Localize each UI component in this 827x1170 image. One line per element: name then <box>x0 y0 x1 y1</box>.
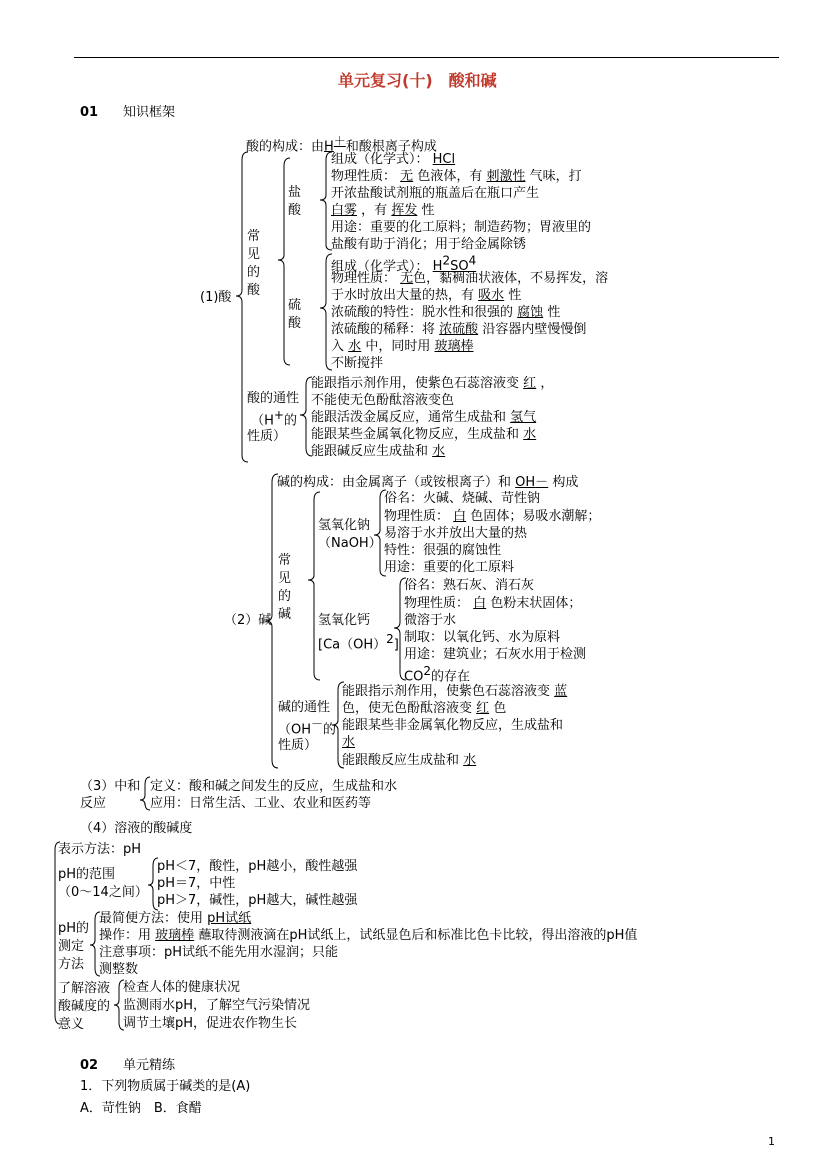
caoh-4: 制取：以氧化钙、水为原料 <box>404 630 561 645</box>
caoh-3: 微溶于水 <box>404 613 457 628</box>
acid-general-3: 能跟活泼金属反应，通常生成盐和 氢气 <box>311 410 537 425</box>
acid-general-5: 能跟碱反应生成盐和 水 <box>311 444 446 459</box>
hcl-use2: 盐酸有助于消化；用于给金属除锈 <box>331 237 527 252</box>
h2so4-physical: 物理性质： 无色，黏稠油状液体，不易挥发，溶 <box>331 271 609 286</box>
ph-range-neutral: pH＝7，中性 <box>157 876 236 891</box>
hcl-line4: 白雾 ，有 挥发 性 <box>331 203 435 218</box>
acid-general-1: 能跟指示剂作用，使紫色石蕊溶液变 红 ， <box>311 376 554 391</box>
acid-general-2: 不能使无色酚酞溶液变色 <box>311 393 455 408</box>
h2so4-property: 浓硫酸的特性：脱水性和很强的 腐蚀 性 <box>331 305 561 320</box>
neutral-app: 应用：日常生活、工业、农业和医药等 <box>150 796 372 811</box>
ph-meaning-label: 了解溶液 酸碱度的 意义 <box>58 981 111 1032</box>
naoh-label: 氢氧化钠 （NaOH） <box>318 518 382 551</box>
caoh-2: 物理性质： 白 色粉末状固体； <box>404 596 582 611</box>
base-general-2: 色，使无色酚酞溶液变 红 色 <box>342 701 507 716</box>
caoh-5: 用途：建筑业；石灰水用于检测 <box>404 647 587 662</box>
h2so4-line3: 于水时放出大量的热，有 吸水 性 <box>331 288 522 303</box>
naoh-4: 特性：很强的腐蚀性 <box>384 543 502 558</box>
base-label: （2）碱 <box>224 613 272 628</box>
common-acids-label: 常 见 的 酸 <box>247 229 261 298</box>
neutral-label: （3）中和 反应 <box>80 779 141 811</box>
base-composition: 碱的构成：由金属离子（或铵根离子）和 OH－ 构成 <box>277 475 579 490</box>
section2-label: 单元精练 <box>123 1058 176 1073</box>
h2so4-dilution: 浓硫酸的稀释：将 浓硫酸 沿容器内壁慢慢倒 <box>331 322 587 337</box>
question-1-stem: 1．下列物质属于碱类的是(A) <box>80 1079 251 1094</box>
acid-composition: 酸的构成：由H＋和酸根离子构成 <box>246 134 437 155</box>
hcl-physical: 物理性质： 无 色液体，有 刺激性 气味，打 <box>331 169 582 184</box>
ph-meaning-1: 检查人体的健康状况 <box>123 980 241 995</box>
h2so4-label: 硫 酸 <box>288 298 302 331</box>
question-1-options: A．苛性钠 B．食醋 <box>80 1101 202 1116</box>
h2so4-formula: 组成（化学式）： $H^2SO^4$ <box>331 254 477 275</box>
ph-method-3: 注意事项：pH试纸不能先用水湿润；只能 <box>99 945 339 960</box>
base-general-5: 能跟酸反应生成盐和 水 <box>342 753 477 768</box>
h2so4-dilution2: 入 水 中，同时用 玻璃棒 <box>331 339 474 354</box>
hcl-line3: 开浓盐酸试剂瓶的瓶盖后在瓶口产生 <box>331 186 540 201</box>
section-number: 01 <box>80 105 99 120</box>
ph-representation: 表示方法：pH <box>58 842 142 857</box>
ph-meaning-2: 监测雨水pH，了解空气污染情况 <box>123 998 311 1013</box>
common-bases-label: 常 见 的 碱 <box>278 553 292 622</box>
page-number: 1 <box>768 1135 775 1148</box>
hcl-use: 用途：重要的化工原料；制造药物；胃液里的 <box>331 220 592 235</box>
base-general-label: 碱的通性 （OH－的 性质） <box>278 700 337 754</box>
base-general-1: 能跟指示剂作用，使紫色石蕊溶液变 蓝 <box>342 684 568 699</box>
ph-method-1: 最简便方法：使用 pH试纸 <box>99 911 252 926</box>
ph-range-base: pH＞7，碱性，pH越大，碱性越强 <box>157 893 358 908</box>
caoh-1: 俗名：熟石灰、消石灰 <box>404 578 535 593</box>
base-general-3: 能跟某些非金属氧化物反应，生成盐和 <box>342 718 564 733</box>
ph-label: （4）溶液的酸碱度 <box>80 821 193 836</box>
naoh-5: 用途：重要的化工原料 <box>384 560 515 575</box>
ph-method-2: 操作：用 玻璃棒 蘸取待测液滴在pH试纸上，试纸显色后和标准比色卡比较，得出溶液的pH值 <box>99 928 638 943</box>
ph-range-acid: pH＜7，酸性，pH越小，酸性越强 <box>157 859 358 874</box>
caoh-6: $CO^2$的存在 <box>404 664 470 685</box>
hcl-label: 盐 酸 <box>288 185 302 218</box>
section-label: 知识框架 <box>123 105 176 120</box>
caoh-label: 氢氧化钙 [Ca（OH）$^2$] <box>318 613 399 653</box>
h2so4-dilution3: 不断搅拌 <box>331 356 384 371</box>
section2-number: 02 <box>80 1058 99 1073</box>
naoh-3: 易溶于水并放出大量的热 <box>384 526 528 541</box>
hcl-formula: 组成（化学式）： HCl <box>331 152 456 167</box>
acid-label: (1)酸 <box>200 290 232 305</box>
naoh-2: 物理性质： 白 色固体；易吸水潮解； <box>384 509 601 524</box>
page-title: 单元复习(十) 酸和碱 <box>338 71 497 90</box>
ph-meaning-3: 调节土壤pH，促进农作物生长 <box>123 1016 298 1031</box>
naoh-1: 俗名：火碱、烧碱、苛性钠 <box>384 491 541 506</box>
base-general-4: 水 <box>342 735 356 750</box>
ph-method-label: pH的 测定 方法 <box>58 921 90 972</box>
ph-range-label: pH的范围 （0～14之间） <box>58 867 148 900</box>
ph-method-4: 测整数 <box>99 962 139 977</box>
neutral-def: 定义：酸和碱之间发生的反应，生成盐和水 <box>150 779 398 794</box>
acid-general-label: 酸的通性 （H+的 性质） <box>247 391 300 445</box>
acid-general-4: 能跟某些金属氧化物反应，生成盐和 水 <box>311 427 537 442</box>
